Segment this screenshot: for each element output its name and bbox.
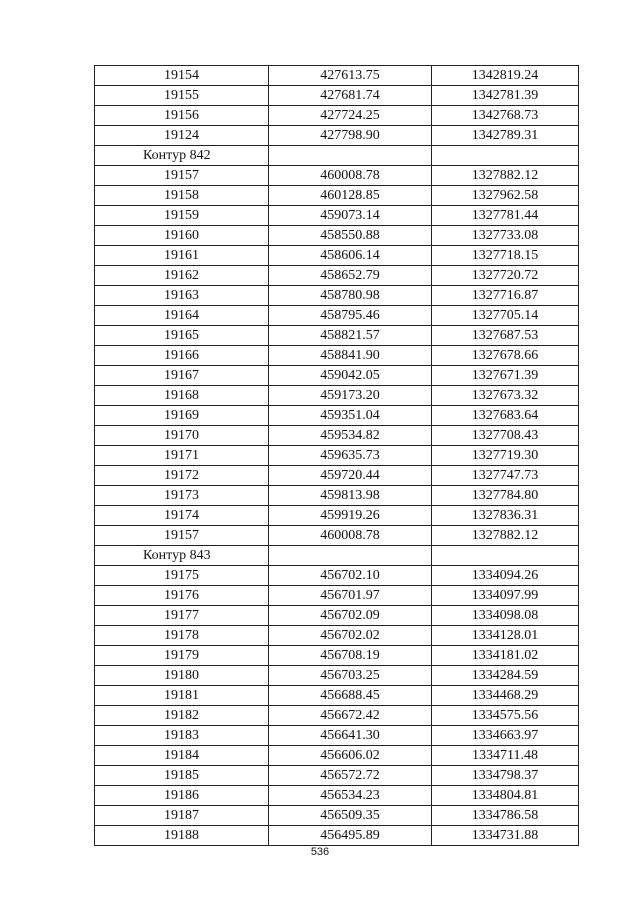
x-coordinate-cell: 456606.02 [269,746,432,766]
y-coordinate-cell: 1327708.43 [432,426,579,446]
x-coordinate-cell: 460008.78 [269,526,432,546]
y-coordinate-cell: 1334128.01 [432,626,579,646]
table-row [95,126,579,146]
point-number-cell: 19169 [95,406,269,426]
y-coordinate-cell: 1327781.44 [432,206,579,226]
table-row [95,786,579,806]
x-coordinate-cell: 458821.57 [269,326,432,346]
table-row [95,746,579,766]
x-coordinate-cell: 427798.90 [269,126,432,146]
point-number-cell: 19175 [95,566,269,586]
y-coordinate-cell: 1334804.81 [432,786,579,806]
x-coordinate-cell: 458780.98 [269,286,432,306]
table-row [95,526,579,546]
y-coordinate-cell: 1327720.72 [432,266,579,286]
table-row [95,306,579,326]
point-number-cell: 19161 [95,246,269,266]
point-number-cell: 19155 [95,86,269,106]
x-coordinate-cell: 459173.20 [269,386,432,406]
table-row [95,446,579,466]
point-number-cell: 19162 [95,266,269,286]
x-coordinate-cell: 427724.25 [269,106,432,126]
x-coordinate-cell: 459351.04 [269,406,432,426]
table-row [95,506,579,526]
point-number-cell: 19154 [95,66,269,86]
table-row [95,326,579,346]
y-coordinate-cell: 1334094.26 [432,566,579,586]
empty-cell [269,546,432,566]
point-number-cell: 19178 [95,626,269,646]
point-number-cell: 19157 [95,166,269,186]
table-row [95,66,579,86]
table-row [95,466,579,486]
table-row [95,186,579,206]
table-row [95,726,579,746]
y-coordinate-cell: 1334786.58 [432,806,579,826]
point-number-cell: 19185 [95,766,269,786]
x-coordinate-cell: 459720.44 [269,466,432,486]
point-number-cell: 19164 [95,306,269,326]
table-row [95,426,579,446]
y-coordinate-cell: 1327882.12 [432,166,579,186]
y-coordinate-cell: 1327671.39 [432,366,579,386]
x-coordinate-cell: 456572.72 [269,766,432,786]
page-number: 536 [310,846,330,858]
x-coordinate-cell: 456702.09 [269,606,432,626]
table-row [95,706,579,726]
y-coordinate-cell: 1334468.29 [432,686,579,706]
point-number-cell: 19159 [95,206,269,226]
point-number-cell: 19167 [95,366,269,386]
x-coordinate-cell: 456701.97 [269,586,432,606]
table-row [95,386,579,406]
y-coordinate-cell: 1327719.30 [432,446,579,466]
table-row [95,586,579,606]
x-coordinate-cell: 456509.35 [269,806,432,826]
coordinates-table-body [95,66,579,846]
x-coordinate-cell: 458795.46 [269,306,432,326]
point-number-cell: 19174 [95,506,269,526]
y-coordinate-cell: 1327733.08 [432,226,579,246]
y-coordinate-cell: 1327718.15 [432,246,579,266]
table-row [95,206,579,226]
table-row [95,646,579,666]
point-number-cell: 19168 [95,386,269,406]
y-coordinate-cell: 1334181.02 [432,646,579,666]
point-number-cell: 19188 [95,826,269,846]
x-coordinate-cell: 458841.90 [269,346,432,366]
x-coordinate-cell: 456702.10 [269,566,432,586]
y-coordinate-cell: 1342781.39 [432,86,579,106]
y-coordinate-cell: 1327683.64 [432,406,579,426]
table-row [95,266,579,286]
point-number-cell: 19183 [95,726,269,746]
y-coordinate-cell: 1327962.58 [432,186,579,206]
table-row [95,246,579,266]
contour-header-row [95,546,579,566]
y-coordinate-cell: 1334097.99 [432,586,579,606]
y-coordinate-cell: 1334731.88 [432,826,579,846]
table-row [95,406,579,426]
table-row [95,346,579,366]
point-number-cell: 19173 [95,486,269,506]
point-number-cell: 19179 [95,646,269,666]
point-number-cell: 19172 [95,466,269,486]
y-coordinate-cell: 1334284.59 [432,666,579,686]
table-row [95,366,579,386]
table-row [95,606,579,626]
table-row [95,766,579,786]
point-number-cell: 19156 [95,106,269,126]
x-coordinate-cell: 456672.42 [269,706,432,726]
table-row [95,106,579,126]
point-number-cell: 19170 [95,426,269,446]
point-number-cell: 19182 [95,706,269,726]
x-coordinate-cell: 456495.89 [269,826,432,846]
contour-label: Контур 842 [95,146,269,166]
y-coordinate-cell: 1327705.14 [432,306,579,326]
x-coordinate-cell: 456703.25 [269,666,432,686]
contour-label: Контур 843 [95,546,269,566]
empty-cell [432,546,579,566]
table-row [95,666,579,686]
table-row [95,86,579,106]
contour-header-row [95,146,579,166]
x-coordinate-cell: 456641.30 [269,726,432,746]
empty-cell [269,146,432,166]
y-coordinate-cell: 1327678.66 [432,346,579,366]
y-coordinate-cell: 1342789.31 [432,126,579,146]
point-number-cell: 19163 [95,286,269,306]
x-coordinate-cell: 459073.14 [269,206,432,226]
point-number-cell: 19165 [95,326,269,346]
point-number-cell: 19166 [95,346,269,366]
point-number-cell: 19124 [95,126,269,146]
y-coordinate-cell: 1334663.97 [432,726,579,746]
y-coordinate-cell: 1342768.73 [432,106,579,126]
y-coordinate-cell: 1334098.08 [432,606,579,626]
table-row [95,166,579,186]
x-coordinate-cell: 459042.05 [269,366,432,386]
point-number-cell: 19186 [95,786,269,806]
y-coordinate-cell: 1327747.73 [432,466,579,486]
table-row [95,486,579,506]
point-number-cell: 19184 [95,746,269,766]
point-number-cell: 19158 [95,186,269,206]
y-coordinate-cell: 1334798.37 [432,766,579,786]
table-row [95,686,579,706]
x-coordinate-cell: 456688.45 [269,686,432,706]
coordinates-table [94,65,579,846]
x-coordinate-cell: 459534.82 [269,426,432,446]
point-number-cell: 19187 [95,806,269,826]
table-row [95,806,579,826]
point-number-cell: 19176 [95,586,269,606]
y-coordinate-cell: 1327687.53 [432,326,579,346]
point-number-cell: 19181 [95,686,269,706]
table-row [95,566,579,586]
point-number-cell: 19160 [95,226,269,246]
table-row [95,286,579,306]
y-coordinate-cell: 1327673.32 [432,386,579,406]
x-coordinate-cell: 458606.14 [269,246,432,266]
x-coordinate-cell: 459813.98 [269,486,432,506]
x-coordinate-cell: 427613.75 [269,66,432,86]
y-coordinate-cell: 1327784.80 [432,486,579,506]
x-coordinate-cell: 459635.73 [269,446,432,466]
empty-cell [432,146,579,166]
y-coordinate-cell: 1342819.24 [432,66,579,86]
x-coordinate-cell: 456702.02 [269,626,432,646]
table-row [95,626,579,646]
x-coordinate-cell: 460008.78 [269,166,432,186]
point-number-cell: 19171 [95,446,269,466]
point-number-cell: 19177 [95,606,269,626]
table-row [95,826,579,846]
y-coordinate-cell: 1327716.87 [432,286,579,306]
x-coordinate-cell: 459919.26 [269,506,432,526]
y-coordinate-cell: 1327882.12 [432,526,579,546]
x-coordinate-cell: 427681.74 [269,86,432,106]
table-row [95,226,579,246]
x-coordinate-cell: 458652.79 [269,266,432,286]
x-coordinate-cell: 456534.23 [269,786,432,806]
x-coordinate-cell: 456708.19 [269,646,432,666]
point-number-cell: 19157 [95,526,269,546]
x-coordinate-cell: 460128.85 [269,186,432,206]
x-coordinate-cell: 458550.88 [269,226,432,246]
y-coordinate-cell: 1334711.48 [432,746,579,766]
point-number-cell: 19180 [95,666,269,686]
y-coordinate-cell: 1334575.56 [432,706,579,726]
y-coordinate-cell: 1327836.31 [432,506,579,526]
